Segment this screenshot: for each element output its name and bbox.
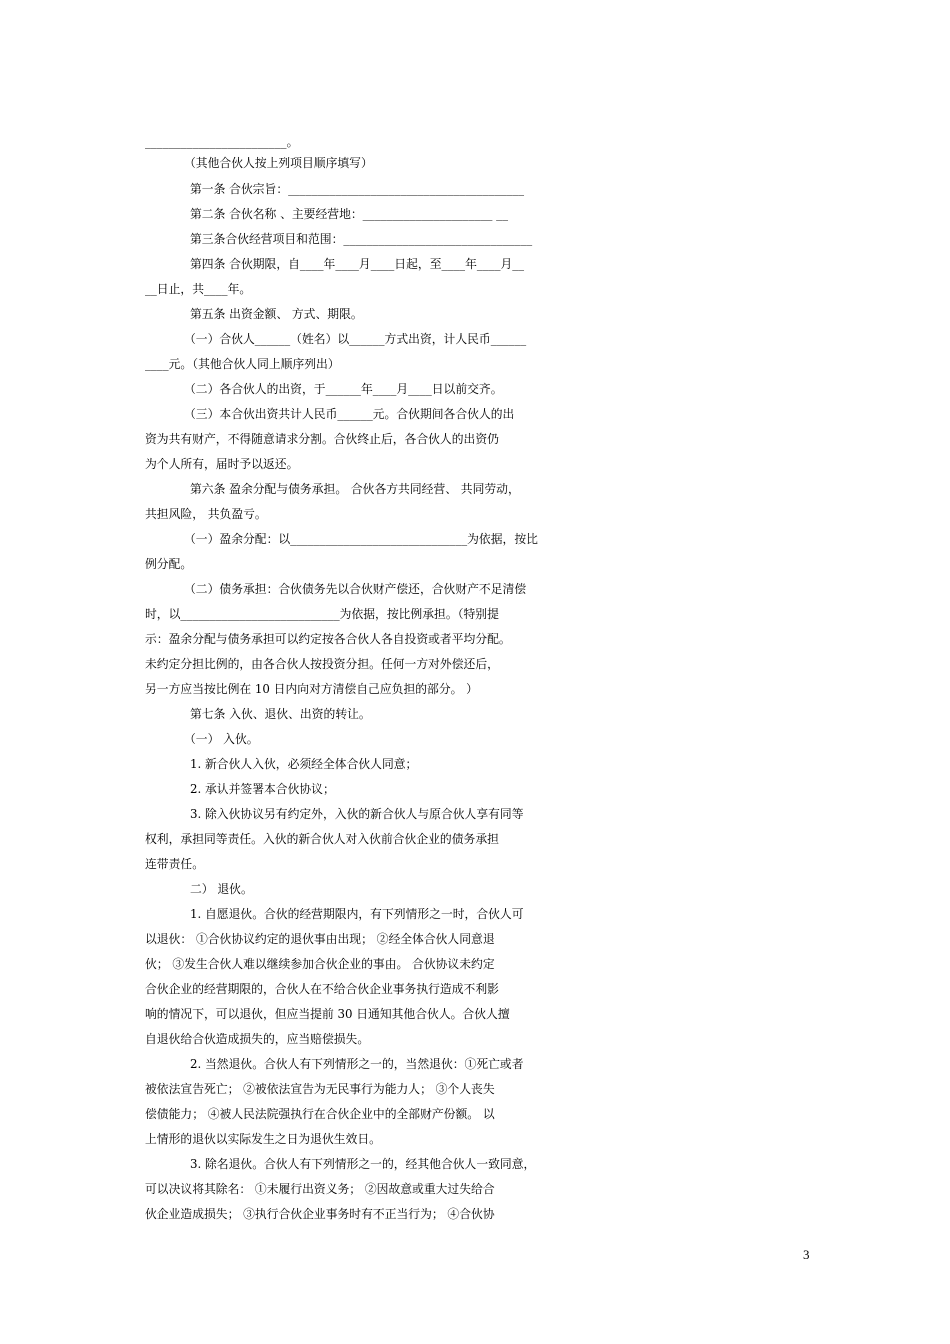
doc-line: 被依法宣告死亡； ②被依法宣告为无民事行为能力人； ③个人丧失 — [145, 1082, 495, 1096]
doc-line: （二）债务承担：合伙债务先以合伙财产偿还，合伙财产不足清偿 — [184, 582, 527, 596]
doc-line: 第二条 合伙名称 、主要经营地：______________________ __ — [190, 207, 508, 221]
page-number: 3 — [803, 1247, 810, 1262]
doc-line: 第一条 合伙宗旨：________________________________________ — [190, 182, 525, 196]
doc-line: 自退伙给合伙造成损失的，应当赔偿损失。 — [145, 1032, 370, 1046]
doc-line: 第七条 入伙、退伙、出资的转让。 — [190, 707, 371, 721]
doc-line: 二） 退伙。 — [190, 882, 253, 896]
doc-line: （三）本合伙出资共计人民币______元。合伙期间各合伙人的出 — [184, 407, 515, 421]
doc-line: （一）合伙人______（姓名）以______方式出资，计人民币______ — [184, 332, 527, 346]
doc-line: （二）各合伙人的出资，于______年____月____日以前交齐。 — [184, 382, 503, 396]
doc-line: 连带责任。 — [145, 857, 204, 871]
doc-line: 上情形的退伙以实际发生之日为退伙生效日。 — [145, 1132, 381, 1146]
doc-line: 1. 新合伙人入伙，必须经全体合伙人同意； — [190, 757, 418, 771]
doc-line: ____元。（其他合伙人同上顺序列出） — [145, 357, 340, 371]
doc-line: 3. 除入伙协议另有约定外，入伙的新合伙人与原合伙人享有同等 — [190, 807, 524, 821]
doc-line: 偿债能力； ④被人民法院强执行在合伙企业中的全部财产份额。 以 — [145, 1107, 495, 1121]
doc-line: 第六条 盈余分配与债务承担。 合伙各方共同经营、 共同劳动， — [190, 482, 520, 496]
doc-line: 例分配。 — [145, 557, 193, 571]
doc-line: 3. 除名退伙。合伙人有下列情形之一的，经其他合伙人一致同意， — [190, 1157, 536, 1171]
doc-line: 2. 当然退伙。合伙人有下列情形之一的，当然退伙：①死亡或者 — [190, 1057, 524, 1071]
doc-line: __日止，共____年。 — [145, 282, 252, 296]
doc-line: 第五条 出资金额、 方式、期限。 — [190, 307, 363, 321]
doc-line: 合伙企业的经营期限的，合伙人在不给合伙企业事务执行造成不利影 — [145, 982, 499, 996]
doc-line: 另一方应当按比例在 10 日内向对方清偿自己应负担的部分。 ） — [145, 682, 478, 696]
doc-line: 为个人所有，届时予以返还。 — [145, 457, 299, 471]
doc-line: 共担风险， 共负盈亏。 — [145, 507, 267, 521]
doc-line: （一）盈余分配：以______________________________为依据，按比 — [184, 532, 538, 546]
doc-line: 伙； ③发生合伙人难以继续参加合伙企业的事由。 合伙协议未约定 — [145, 957, 495, 971]
doc-line: 权利，承担同等责任。入伙的新合伙人对入伙前合伙企业的债务承担 — [145, 832, 499, 846]
doc-line: 未约定分担比例的，由各合伙人按投资分担。任何一方对外偿还后， — [145, 657, 499, 671]
doc-line: （一） 入伙。 — [184, 732, 259, 746]
doc-line: 第三条合伙经营项目和范围：________________________________ — [190, 232, 533, 246]
doc-line: 响的情况下，可以退伙，但应当提前 30 日通知其他合伙人。合伙人擅 — [145, 1007, 510, 1021]
doc-line: （其他合伙人按上列项目顺序填写） — [184, 156, 373, 170]
doc-line: 示：盈余分配与债务承担可以约定按各合伙人各自投资或者平均分配。 — [145, 632, 511, 646]
doc-line: 2. 承认并签署本合伙协议； — [190, 782, 335, 796]
doc-line: 以退伙： ①合伙协议约定的退伙事由出现； ②经全体合伙人同意退 — [145, 932, 495, 946]
doc-line: 第四条 合伙期限，自____年____月____日起，至____年____月__ — [190, 257, 525, 271]
doc-line: ________________________。 — [145, 135, 299, 149]
doc-line: 伙企业造成损失； ③执行合伙企业事务时有不正当行为； ④合伙协 — [145, 1207, 495, 1221]
doc-line: 可以决议将其除名： ①未履行出资义务； ②因故意或重大过失给合 — [145, 1182, 495, 1196]
doc-line: 1. 自愿退伙。合伙的经营期限内，有下列情形之一时，合伙人可 — [190, 907, 524, 921]
doc-line: 时，以___________________________为依据，按比例承担。（特别提 — [145, 607, 499, 621]
doc-line: 资为共有财产，不得随意请求分割。合伙终止后，各合伙人的出资仍 — [145, 432, 499, 446]
